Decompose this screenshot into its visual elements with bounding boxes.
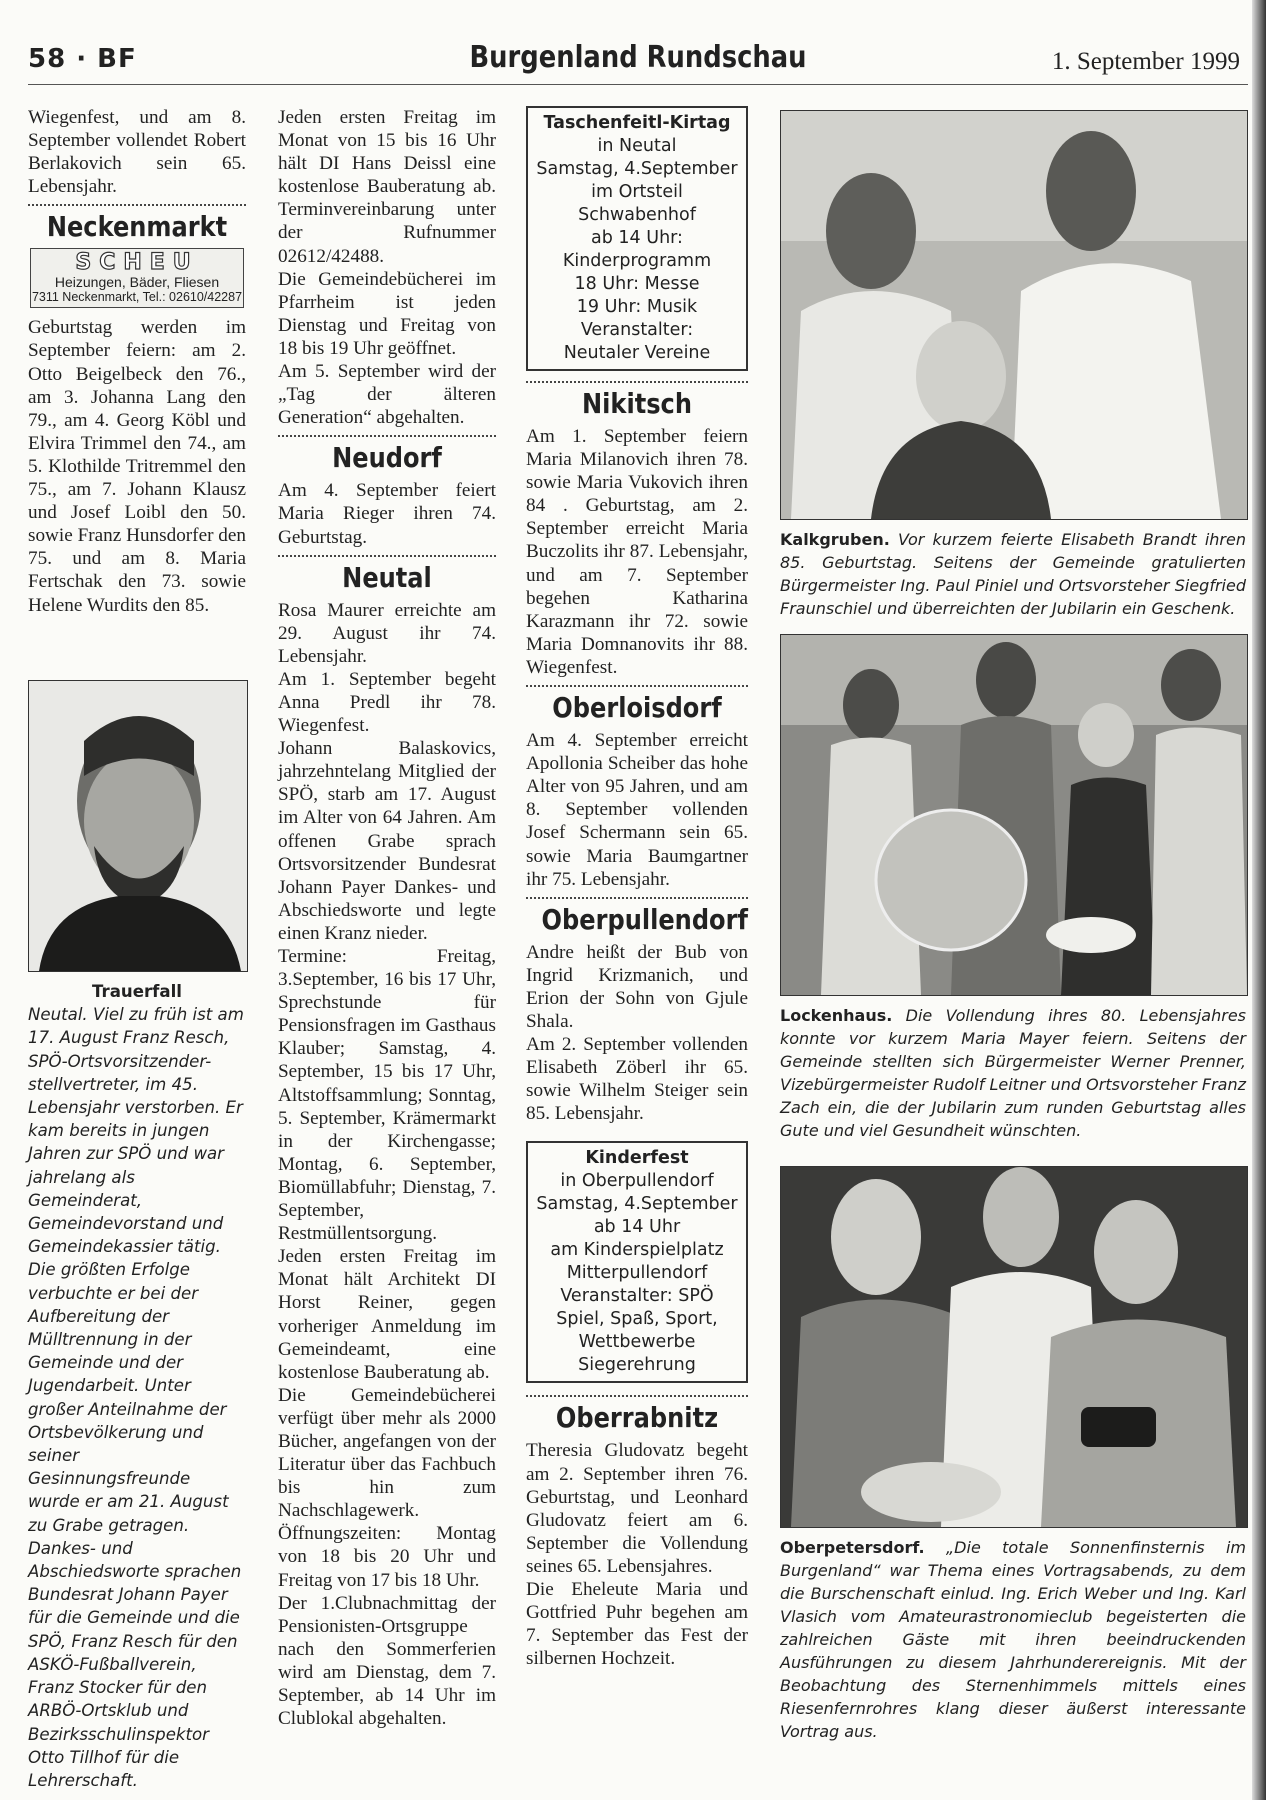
- dotted-divider: [526, 897, 748, 899]
- nikitsch-paragraph: Am 1. September feiern Maria Milanovich ihren 78. sowie Maria Vukovich ihren 84 . Geburtstag, am 2. September erreicht Maria Buczolits ihr 87. Lebensjahr, und am 7. September begehen Katharina Karazmann ihr 72. sowie Maria Domnanovits ihr 88. Wiegenfest.: [526, 426, 748, 678]
- photo-oberpetersdorf-image: [781, 1167, 1247, 1527]
- ad-line-1: Heizungen, Bäder, Fliesen: [54, 274, 220, 291]
- box-line: Samstag, 4.September: [536, 1194, 738, 1215]
- intro-paragraph: Wiegenfest, und am 8. September vollendet Robert Berlakovich sein 65. Lebensjahr.: [28, 107, 246, 198]
- paragraph: Die Gemeindebücherei im Pfarrheim ist jeden Dienstag und Freitag von 18 bis 19 Uhr geöffnet.: [278, 268, 496, 359]
- paragraph: Jeden ersten Freitag im Monat hält Architekt DI Horst Reiner, gegen vorheriger Anmeldung im Gemeindeamt, eine kostenlose Bauberatung ab.: [278, 1246, 496, 1383]
- section-heading-oberrabnitz: Oberrabnitz: [555, 1401, 719, 1435]
- page-binding-shadow: [1252, 0, 1266, 1800]
- ad-logo: SCHEU: [75, 250, 199, 276]
- masthead: [28, 40, 1248, 85]
- paragraph: Andre heißt der Bub von Ingrid Krizmanich, und Erion der Sohn von Gjule Shala.: [526, 941, 748, 1032]
- advertisement-scheu: [30, 248, 244, 308]
- box-line: Spiel, Spaß, Sport,: [556, 1309, 718, 1330]
- neckenmarkt-paragraph: Geburtstag werden im September feiern: am 2. Otto Beigelbeck den 76., am 3. Johanna Lang den 79., am 4. Georg Köbl und Elvira Trimmel den 74., am 5. Klothilde Tritremmel den 75., am 7. Johann Klausz und Josef Loibl den 50. sowie Franz Hunsdorfer den 75. und am 8. Maria Fertschak den 73. sowie Helene Wurdits den 85.: [28, 317, 246, 616]
- caption-text: Die Vollendung ihres 80. Lebensjahres konnte vor kurzem Maria Mayer feiern. Seitens der Gemeinde stellten sich Bürgermeister Werner Prenner, Vizebürgermeister Rudolf Leitner und Ortsvorsteher Franz Zach ein, die der Jubilarin zum runden Geburtstag alles Gute und viel Gesundheit wünschten.: [780, 1006, 1246, 1140]
- issue-date: 1. September 1999: [1051, 48, 1240, 75]
- caption-oberpetersdorf: [780, 1536, 1246, 1743]
- paragraph: Termine: Freitag, 3.September, 16 bis 17 Uhr, Sprechstunde für Pensionsfragen im Gasthaus Klauber; Samstag, 4. September, 15 bis 17 Uhr, Altstoffsammlung; Sonntag, 5. September, Krämermarkt in der Kirchengasse; Montag, 6. September, Biomüllabfuhr; Dienstag, 7. September, Restmüllentsorgung.: [278, 946, 496, 1245]
- event-box-kinderfest: [526, 1141, 748, 1383]
- box-line: Taschenfeitl-Kirtag: [543, 113, 731, 133]
- paragraph: Rosa Maurer erreichte am 29. August ihr 74. Lebensjahr.: [278, 599, 496, 667]
- caption-place: Oberpetersdorf.: [780, 1538, 925, 1557]
- portrait-image: [29, 681, 247, 971]
- box-line: ab 14 Uhr:: [591, 228, 683, 248]
- obituary-title: Trauerfall: [92, 982, 182, 1001]
- caption-lockenhaus: [780, 1004, 1246, 1142]
- box-line: Kinderprogramm: [562, 251, 712, 271]
- section-heading-neutal: Neutal: [342, 560, 432, 594]
- section-heading-oberpullendorf: Oberpullendorf: [541, 902, 748, 936]
- photo-oberpetersdorf: [780, 1166, 1248, 1528]
- dotted-divider: [526, 1395, 748, 1397]
- column-1: [28, 106, 246, 617]
- box-line: am Kinderspielplatz: [550, 1240, 724, 1261]
- paragraph: Der 1.Clubnachmittag der Pensionisten-Ortsgruppe nach den Sommerferien wird am Dienstag, dem 7. September, ab 14 Uhr im Clublokal abgehalten.: [278, 1592, 496, 1730]
- neudorf-paragraph: Am 4. September feiert Maria Rieger ihren 74. Geburtstag.: [278, 480, 496, 548]
- box-line: Siegerehrung: [578, 1355, 696, 1376]
- page-number: 58 · BF: [28, 44, 137, 74]
- box-line: in Oberpullendorf: [560, 1171, 714, 1192]
- paragraph: Die Eheleute Maria und Gottfried Puhr begehen am 7. September das Fest der silbernen Hochzeit.: [526, 1579, 748, 1670]
- paragraph: Johann Balaskovics, jahrzehntelang Mitglied der SPÖ, starb am 17. August im Alter von 64 Jahren. Am offenen Grabe sprach Ortsvorsitzender Bundesrat Johann Payer Dankes- und Abschiedsworte und legte einen Kranz nieder.: [278, 738, 496, 944]
- paragraph: Theresia Gludovatz begeht am 2. September ihren 76. Geburtstag, und Leonhard Gludovatz feiert am 6. September die Vollendung seines 65. Lebensjahres.: [526, 1440, 748, 1577]
- box-line: Wettbewerbe: [578, 1332, 696, 1353]
- box-line: im Ortsteil: [591, 182, 683, 202]
- photo-lockenhaus-image: [781, 635, 1247, 995]
- obituary: [28, 980, 246, 1792]
- caption-place: Lockenhaus.: [780, 1006, 893, 1025]
- dotted-divider: [278, 555, 496, 557]
- box-line: ab 14 Uhr: [593, 1217, 681, 1238]
- box-line: Neutaler Vereine: [563, 343, 711, 363]
- box-line: Mitterpullendorf: [566, 1263, 708, 1284]
- caption-text: „Die totale Sonnenfinsternis im Burgenland“ war Thema eines Vortragsabends, zu dem die Burschenschaft einlud. Ing. Erich Weber und Ing. Karl Vlasich vom Amateurastronomieclub begeisterten die zahlreichen Gäste mit ihren beeindruckenden Ausführungen zu diesem Jahrhunderereignis. Mit der Beobachtung des Sternenhimmels mittels eines Riesenfernrohres klang dieser äußerst interessante Vortrag aus.: [780, 1538, 1246, 1741]
- photo-lockenhaus: [780, 634, 1248, 996]
- newspaper-title: Burgenland Rundschau: [469, 40, 807, 75]
- section-heading-nikitsch: Nikitsch: [582, 387, 692, 420]
- column-3: [526, 106, 748, 1670]
- caption-text: Vor kurzem feierte Elisabeth Brandt ihren 85. Geburtstag. Seitens der Gemeinde gratulierten Bürgermeister Ing. Paul Piniel und Ortsvorsteher Siegfried Fraunschiel und überreichten der Jubilarin ein Geschenk.: [780, 530, 1246, 618]
- event-box-taschenfeitl-kirtag: [526, 106, 748, 371]
- ad-line-2: 7311 Neckenmarkt, Tel.: 02610/42287: [31, 290, 243, 305]
- column-2: [278, 106, 496, 1730]
- caption-place: Kalkgruben.: [780, 530, 890, 549]
- obituary-text: Neutal. Viel zu früh ist am 17. August Franz Resch, SPÖ-Ortsvorsitzender-stellvertreter, im 45. Lebensjahr verstorben. Er kam bereits in jungen Jahren zur SPÖ und war jahrelang als Gemeinderat, Gemeindevorstand und Gemeindekassier tätig. Die größten Erfolge verbuchte er bei der Aufbereitung der Mülltrennung in der Gemeinde und der Jugendarbeit. Unter großer Anteilnahme der Ortsbevölkerung und seiner Gesinnungsfreunde wurde er am 21. August zu Grabe getragen. Dankes- und Abschiedsworte sprachen Bundesrat Johann Payer für die Gemeinde und die SPÖ, Franz Resch für den ASKÖ-Fußballverein, Franz Stocker für den ARBÖ-Ortsklub und Bezirksschulinspektor Otto Tillhof für die Lehrerschaft.: [28, 1005, 244, 1790]
- dotted-divider: [278, 435, 496, 437]
- photo-kalkgruben: [780, 110, 1248, 520]
- paragraph: Am 5. September wird der „Tag der älteren Generation“ abgehalten.: [278, 361, 496, 429]
- box-line: Veranstalter: SPÖ: [560, 1286, 714, 1307]
- oberloisdorf-paragraph: Am 4. September erreicht Apollonia Scheiber das hohe Alter von 95 Jahren, und am 8. September vollenden Josef Schermann sein 65. sowie Maria Baumgartner ihr 75. Lebensjahr.: [526, 730, 748, 890]
- section-heading-neudorf: Neudorf: [332, 441, 442, 475]
- dotted-divider: [28, 204, 246, 206]
- photo-kalkgruben-image: [781, 111, 1247, 519]
- dotted-divider: [526, 381, 748, 383]
- box-line: 18 Uhr: Messe: [574, 274, 700, 294]
- box-line: Schwabenhof: [578, 205, 696, 225]
- portrait-photo: [28, 680, 248, 972]
- box-line: Samstag, 4.September: [536, 159, 738, 179]
- paragraph: Am 1. September begeht Anna Predl ihr 78. Wiegenfest.: [278, 668, 496, 737]
- box-line: in Neutal: [597, 136, 677, 156]
- box-line: Veranstalter:: [580, 320, 694, 340]
- paragraph: Am 2. September vollenden Elisabeth Zöberl ihr 65. sowie Wilhelm Steiger sein 85. Lebensjahr.: [526, 1034, 748, 1125]
- caption-kalkgruben: [780, 528, 1246, 620]
- box-line: Kinderfest: [585, 1148, 689, 1169]
- section-heading-neckenmarkt: Neckenmarkt: [46, 210, 228, 244]
- section-heading-oberloisdorf: Oberloisdorf: [552, 691, 722, 725]
- dotted-divider: [526, 685, 748, 687]
- paragraph: Die Gemeindebücherei verfügt über mehr als 2000 Bücher, angefangen von der Literatur über das Fachbuch bis hin zum Nachschlagewerk. Öffnungszeiten: Montag von 18 bis 20 Uhr und Freitag von 17 bis 18 Uhr.: [278, 1384, 496, 1591]
- paragraph: Jeden ersten Freitag im Monat von 15 bis 16 Uhr hält DI Hans Deissl eine kostenlose Bauberatung ab. Terminvereinbarung unter der Rufnummer 02612/42488.: [278, 107, 496, 267]
- box-line: 19 Uhr: Musik: [576, 297, 698, 317]
